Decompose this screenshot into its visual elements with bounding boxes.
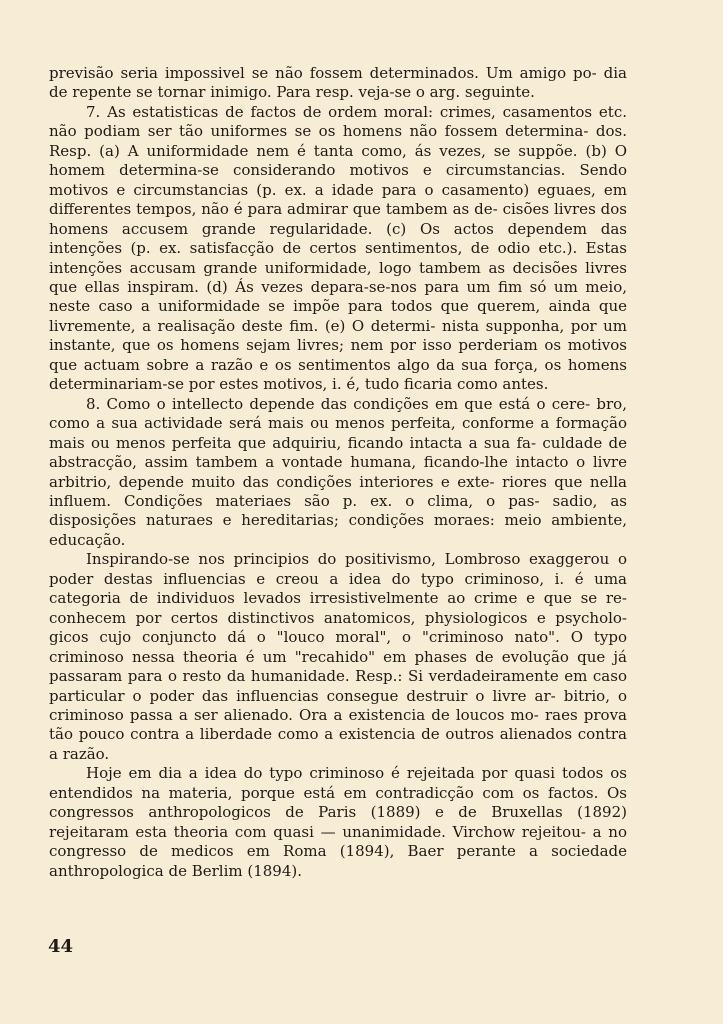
text-line: dos. Resp. (a) A uniformidade nem é tanta como, ás vezes, se suppõe. [49,122,627,160]
paragraph [49,550,627,764]
text-line: nista supponha, por um instante, que os homens sejam livres; nem por [49,316,627,355]
text-line: culdade de abstracção, assim tambem a vontade humana, ficando-lhe [49,433,627,472]
paragraph [49,395,627,551]
text-line: Hoje em dia a idea do typo criminoso é rejeitada por quasi todos [86,764,604,783]
text-line: querem, ainda que livremente, a realisação deste fim. (e) O determi- [49,297,627,335]
text-line: conhecem por certos distinctivos anatomicos, physiologicos e psycholo- [49,608,627,627]
text-line: já passaram para o resto da humanidade. Resp.: Si verdadeiramente [49,647,627,686]
text-line: gicos cujo conjuncto dá o "louco moral", o "criminoso nato". O typo [49,628,627,647]
text-line: bitrio, o criminoso passa a ser alienado. Ora a existencia de loucos mo- [49,686,627,724]
text-line: riores que nella influem. Condições materiaes são p. ex. o clima, o pas- [49,472,627,510]
text-line: 8. Como o intellecto depende das condições em que está o cere- [86,394,591,413]
text-line: alienados contra a razão. [49,725,627,763]
page-number: 44 [48,936,74,957]
text-line: 7. As estatisticas de factos de ordem moral: crimes, casamentos [86,102,593,121]
text-line: dia de repente se tornar inimigo. Para resp. veja-se o arg. seguinte. [49,64,627,102]
text-line: odio etc.). Estas intenções accusam grande uniformidade, logo tambem [49,239,627,277]
text-line: bro, como a sua actividade será mais ou menos perfeita, conforme a [49,394,627,433]
paragraph [49,103,627,395]
text-line: cisões livres dos homens accusem grande regularidade. (c) Os actos [49,200,627,238]
text-line: em caso particular o poder das influencias consegue destruir o livre ar- [49,667,627,705]
text-line: rejeitaram esta theoria com quasi — unanimidade. Virchow rejeitou- [49,822,586,841]
text-line: categoria de individuos levados irresistivelmente ao crime e que se re- [49,589,627,608]
text-line: etc. não podiam ser tão uniformes se os homens não fossem determina- [49,102,627,141]
body-text [49,64,627,881]
text-line: dependem das intenções (p. ex. satisfacção de certos sentimentos, de [49,219,627,258]
text-line: intacto o livre arbitrio, depende muito das condições interiores e exte- [49,453,627,491]
text-line: Inspirando-se nos principios do positivismo, Lombroso exaggerou [86,550,610,569]
text-line: (b) O homem determina-se considerando motivos e circumstancias. [49,141,628,180]
text-line: isso perderiam os motivos que actuam sobre a razão e os sentimentos [49,336,627,374]
text-line: raes prova tão pouco contra a liberdade como a existencia de outros [49,705,627,744]
text-line: a no congresso de medicos em Roma (1894), Baer perante a sociedade [49,822,627,861]
text-line: os entendidos na materia, porque está em contradicção com os factos. [49,764,627,802]
text-line: previsão seria impossivel se não fossem determinados. Um amigo po- [49,64,597,82]
text-line: o poder destas influencias e creou a idea do typo criminoso, i. é uma [49,550,627,588]
text-line: sadio, as disposições naturaes e hereditarias; condições moraes: meio [49,491,628,530]
text-line: Sendo motivos e circumstancias (p. ex. a idade para o casamento) [49,161,627,199]
text-line: Os congressos anthropologicos de Paris (1889) e de Bruxellas (1892) [49,783,627,822]
text-line: um fim só um meio, neste caso a uniformidade se impõe para todos que [49,277,627,316]
paragraph [49,64,627,103]
text-line: criminoso nessa theoria é um "recahido" em phases de evolução que [49,647,606,666]
text-line: ambiente, educação. [49,511,627,549]
text-line: formação mais ou menos perfeita que adquiriu, ficando intacta a sua fa- [49,414,627,452]
text-line: eguaes, em differentes tempos, não é para admirar que tambem as de- [49,180,627,219]
text-line: as decisões livres que ellas inspiram. (d) Ás vezes depara-se-nos para [49,258,627,296]
text-line: algo da sua força, os homens determinariam-se por estes motivos, i. é, [49,355,627,394]
text-line: anthropologica de Berlim (1894). [49,861,303,880]
text-line: tudo ficaria como antes. [364,375,549,394]
paragraph [49,764,627,881]
